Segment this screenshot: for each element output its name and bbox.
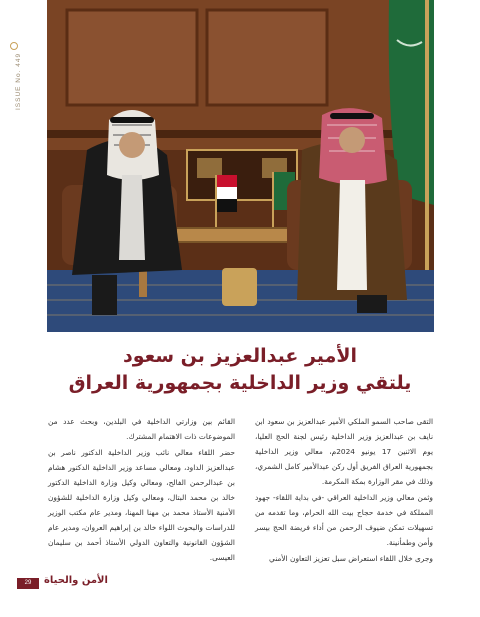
- paragraph: التقى صاحب السمو الملكي الأمير عبدالعزيز بن سعود ابن نايف بن عبدالعزيز وزير الداخلية رئيس لجنة الحج العليا، يوم الاثنين 17 يونيو 2024م، معالي وزير الداخلية بجمهورية العراق الفريق أول ركن عبدالأمير كامل الشمري، وذلك في مقر الوزارة بمكة المكرمة.: [255, 417, 434, 486]
- paragraph: حضر اللقاء معالي نائب وزير الداخلية الدكتور ناصر بن عبدالعزيز الداود، ومعالي مساعد وزير الداخلية الدكتور هشام بن عبدالرحمن الفالح، ومعالي وكيل وزارة الداخلية الدكتور خالد بن محمد البتال، ومعالي وكيل وزارة الداخلية للشؤون الأمنية الأستاذ محمد بن مهنا المهنا، ومدير عام مكتب الوزير للدراسات والبحوث اللواء خالد بن إبراهيم العروان، ومدير عام الشؤون القانونية والتعاون الدولي الأستاذ أحمد بن سليمان العيسى.: [48, 448, 235, 562]
- meeting-photo-illustration: [47, 0, 434, 332]
- magazine-brand: الأمن والحياة: [44, 575, 108, 586]
- ornament-icon: [10, 42, 18, 50]
- title-line-1: الأمير عبدالعزيز بن سعود: [122, 345, 357, 367]
- paragraph: القائم بين وزارتي الداخلية في البلدين، وبحث عدد من الموضوعات ذات الاهتمام المشترك.: [48, 417, 235, 441]
- article-column-left: [48, 414, 235, 566]
- article-column-right: [255, 414, 433, 567]
- article-title: [50, 343, 430, 397]
- paragraph: وثمن معالي وزير الداخلية العراقي -في بداية اللقاء- جهود المملكة في خدمة حجاج بيت الله الحرام، وما تقدمه من تسهيلات تمكن ضيوف الرحمن من أداء فريضة الحج بيسر وأمن وطمأنينة.: [255, 493, 433, 547]
- issue-number: ISSUE No. 449: [15, 52, 22, 110]
- issue-marker: [4, 40, 26, 130]
- meeting-photo: [47, 0, 434, 332]
- title-line-2: يلتقي وزير الداخلية بجمهورية العراق: [68, 372, 412, 394]
- paragraph: وجرى خلال اللقاء استعراض سبل تعزيز التعاون الأمني: [269, 554, 433, 563]
- page-number: 29: [17, 578, 39, 589]
